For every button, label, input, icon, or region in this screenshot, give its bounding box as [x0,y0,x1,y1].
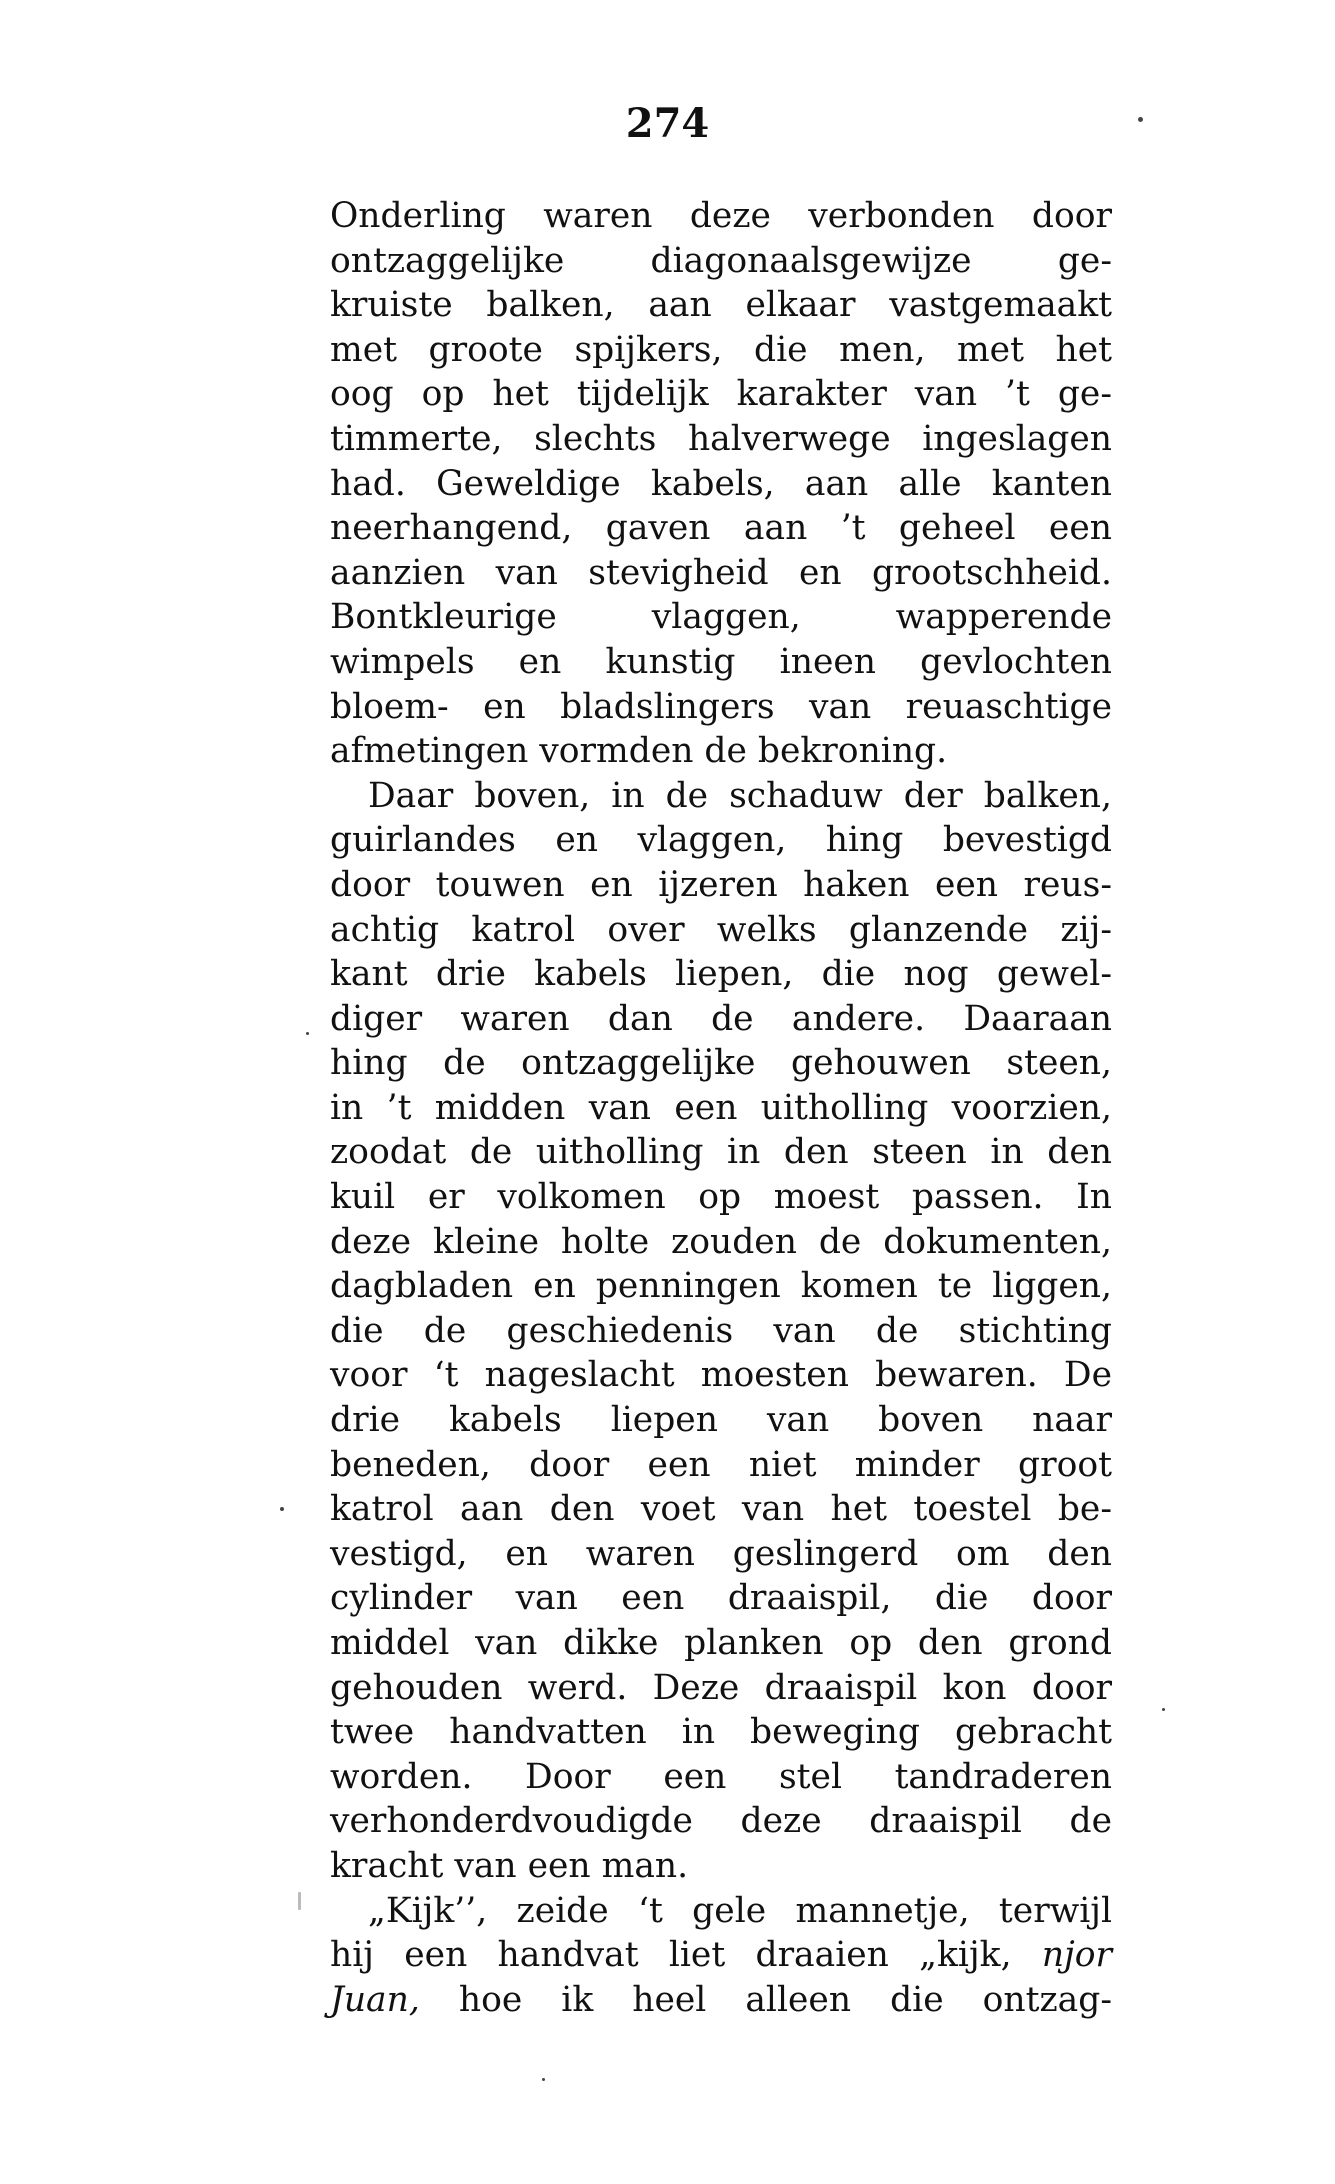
text-line: vestigd, en waren geslingerd om den [330,1533,1112,1574]
text-line: door touwen en ijzeren haken een reus- [330,864,1112,905]
text-line: kracht van een man. [330,1845,689,1886]
text-line-part: hoe ik heel alleen die ontzag- [458,1979,1112,2020]
body-text [330,194,1112,2022]
text-line: gehouden werd. Deze draaispil kon door [330,1667,1112,1708]
paragraph-3 [330,1889,1112,2023]
text-line: guirlandes en vlaggen, hing bevestigd [330,820,1112,861]
text-line: „Kijk’’, zeide ‘t gele mannetje, terwijl [368,1890,1112,1931]
text-line: drie kabels liepen van boven naar [330,1400,1112,1441]
scan-speck [280,1507,284,1511]
italic-word: njor [1041,1935,1112,1976]
text-line: achtig katrol over welks glanzende zij- [330,909,1112,950]
scan-speck [1138,117,1143,122]
text-line: middel van dikke planken op den grond [330,1623,1112,1663]
text-line: twee handvatten in beweging gebracht [330,1712,1112,1753]
scan-speck [1162,1708,1165,1711]
text-line: bloem- en bladslingers van reuaschtige [330,686,1112,727]
italic-word: Juan, [330,1979,420,2020]
text-line: cylinder van een draaispil, die door [330,1578,1112,1619]
text-line: in ’t midden van een uitholling voorzien, [330,1087,1112,1128]
text-line: katrol aan den voet van het toestel be- [330,1489,1112,1530]
text-line: beneden, door een niet minder groot [330,1444,1112,1485]
text-line: worden. Door een stel tandraderen [330,1756,1112,1797]
text-line: dagbladen en penningen komen te liggen, [330,1266,1112,1307]
text-line: diger waren dan de andere. Daaraan [330,998,1112,1039]
text-line: zoodat de uitholling in den steen in den [330,1132,1112,1173]
text-line: die de geschiedenis van de stichting [330,1310,1112,1351]
scan-speck [542,2078,545,2081]
text-line: had. Geweldige kabels, aan alle kanten [330,463,1112,504]
text-line: aanzien van stevigheid en grootschheid. [330,552,1112,593]
text-line [330,1933,1112,1978]
text-line: met groote spijkers, die men, met het [330,329,1112,370]
text-line-part: hij een handvat liet draaien „kijk, [330,1935,1012,1976]
scan-speck [306,1032,309,1035]
page-number: 274 [625,100,710,147]
scan-speck [298,1892,301,1910]
text-line: ontzaggelijke diagonaalsgewijze ge- [330,240,1112,281]
text-line: Bontkleurige vlaggen, wapperende [330,597,1112,638]
text-line: hing de ontzaggelijke gehouwen steen, [330,1043,1112,1084]
text-line: oog op het tijdelijk karakter van ’t ge- [330,374,1112,415]
text-line: afmetingen vormden de bekroning. [330,731,948,772]
text-line [330,1978,1112,2023]
text-line: Onderling waren deze verbonden door [330,196,1112,236]
text-line: Daar boven, in de schaduw der balken, [368,775,1112,816]
text-line: deze kleine holte zouden de dokumenten, [330,1221,1112,1262]
text-line: voor ‘t nageslacht moesten bewaren. De [330,1355,1112,1396]
paragraph-1 [330,194,1112,774]
paragraph-2 [330,774,1112,1889]
text-line: kant drie kabels liepen, die nog gewel- [330,954,1112,995]
text-line: neerhangend, gaven aan ’t geheel een [330,508,1112,549]
text-line: verhonderdvoudigde deze draaispil de [330,1801,1112,1842]
text-line: kruiste balken, aan elkaar vastgemaakt [330,285,1112,326]
text-line: kuil er volkomen op moest passen. In [330,1177,1112,1218]
text-line: timmerte, slechts halverwege ingeslagen [330,418,1112,459]
text-line: wimpels en kunstig ineen gevlochten [330,641,1112,682]
